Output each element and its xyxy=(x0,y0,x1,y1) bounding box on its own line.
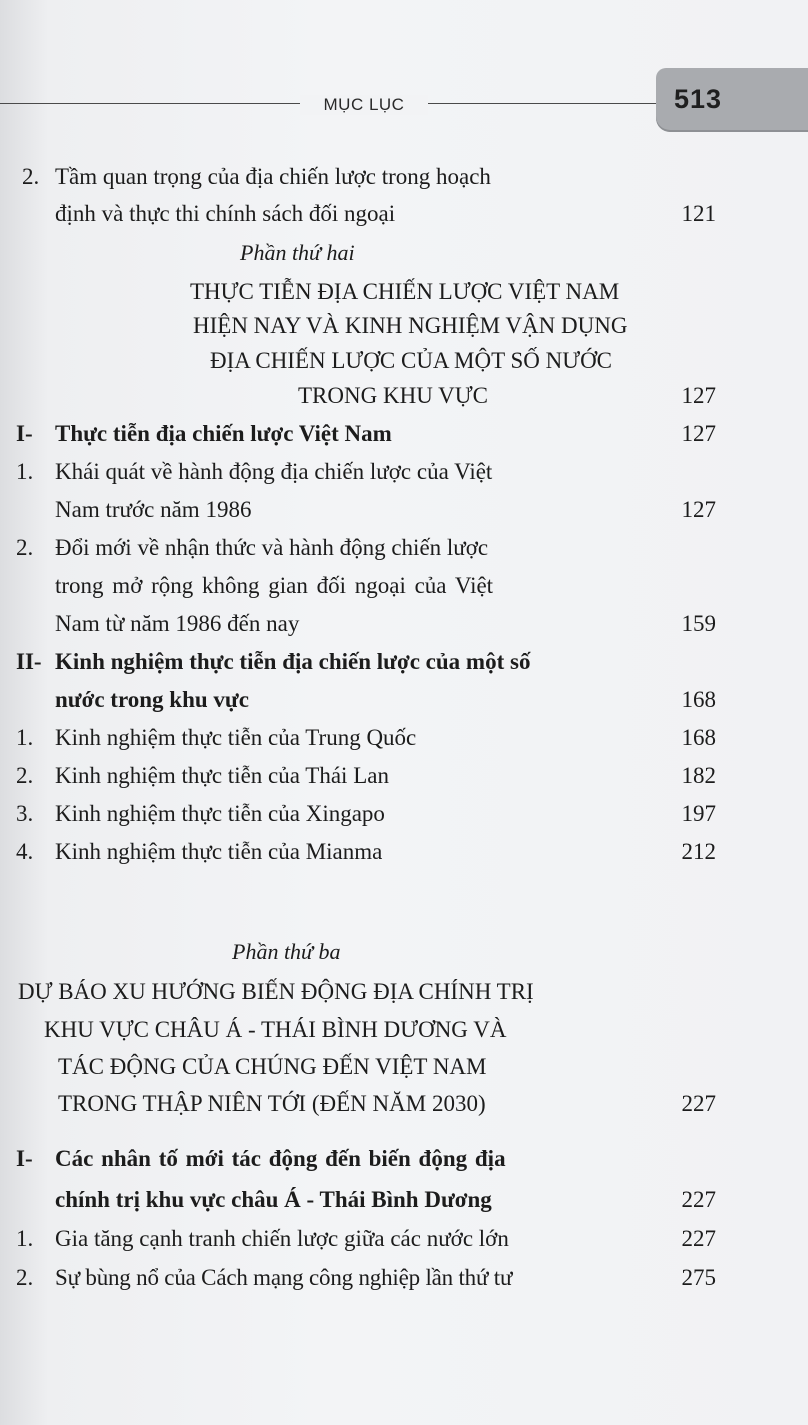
toc-entry-number: 1. xyxy=(16,725,34,750)
toc-entry xyxy=(0,604,808,644)
part-two-title-text: TRONG KHU VỰC xyxy=(298,383,488,408)
toc-entry xyxy=(0,1219,808,1259)
toc-entry-text: định và thực thi chính sách đối ngoại xyxy=(55,201,396,226)
toc-entry xyxy=(0,832,808,872)
toc-entry xyxy=(0,718,808,758)
part-three-heading xyxy=(0,932,808,972)
toc-entry xyxy=(0,452,808,492)
toc-section-text: Các nhân tố mới tác động đến biến động địa xyxy=(55,1146,506,1171)
page-number: 513 xyxy=(674,84,723,114)
toc-entry-text: trong mở rộng không gian đối ngoại của Việt xyxy=(55,573,494,598)
part-two-title-text: HIỆN NAY VÀ KINH NGHIỆM VẬN DỤNG xyxy=(193,313,628,338)
toc-entry-number: 1. xyxy=(16,459,34,484)
toc-entry-text: Tầm quan trọng của địa chiến lược trong hoạch xyxy=(55,164,491,189)
toc-entry-number: 1. xyxy=(16,1226,34,1251)
toc-section xyxy=(0,414,808,454)
toc-entry xyxy=(0,1258,808,1298)
toc-entry-page: 212 xyxy=(681,839,716,864)
part-three-title-line xyxy=(0,1047,808,1087)
toc-entry-page: 227 xyxy=(681,1187,716,1212)
toc-entry-number: 4. xyxy=(16,839,34,864)
toc-entry-number: 2. xyxy=(22,164,40,189)
part-three-title-line xyxy=(0,972,808,1012)
part-two-title-line xyxy=(0,306,808,346)
toc-section-number: I- xyxy=(16,1146,33,1171)
toc-entry xyxy=(0,528,808,568)
toc-entry-number: 2. xyxy=(16,535,34,560)
toc-entry-text: Nam từ năm 1986 đến nay xyxy=(55,611,300,636)
toc-entry-page: 168 xyxy=(681,725,716,750)
toc-entry-page: 197 xyxy=(681,801,716,826)
part-two-title-text: ĐỊA CHIẾN LƯỢC CỦA MỘT SỐ NƯỚC xyxy=(210,348,613,373)
toc-section-text: nước trong khu vực xyxy=(55,687,249,712)
toc-section-number: II- xyxy=(16,649,42,674)
part-three-title-text: TÁC ĐỘNG CỦA CHÚNG ĐẾN VIỆT NAM xyxy=(58,1054,487,1079)
toc-entry-text: Kinh nghiệm thực tiễn của Thái Lan xyxy=(55,763,389,788)
toc-entry-page: 127 xyxy=(681,497,716,522)
toc-entry-page: 182 xyxy=(681,763,716,788)
part-two-title-line xyxy=(0,341,808,381)
toc-entry xyxy=(0,794,808,834)
toc-entry-text: Đổi mới về nhận thức và hành động chiến lược xyxy=(55,535,489,560)
toc-entry-text: Khái quát về hành động địa chiến lược của Việt xyxy=(55,459,493,484)
toc-entry-number: 3. xyxy=(16,801,34,826)
toc-entry-page: 275 xyxy=(681,1265,716,1290)
part-two-heading-text: Phần thứ hai xyxy=(240,240,355,265)
toc-entry xyxy=(0,566,808,606)
part-two-heading xyxy=(0,233,808,273)
toc-section-number: I- xyxy=(16,421,33,446)
toc-entry-text: Gia tăng cạnh tranh chiến lược giữa các nước lớn xyxy=(55,1226,509,1251)
toc-section xyxy=(0,680,808,720)
toc-entry-page: 227 xyxy=(681,1091,716,1116)
part-three-title-text: KHU VỰC CHÂU Á - THÁI BÌNH DƯƠNG VÀ xyxy=(44,1017,507,1042)
toc-entry xyxy=(0,194,808,234)
toc-entry-text: Kinh nghiệm thực tiễn của Trung Quốc xyxy=(55,725,417,750)
toc-entry-page: 127 xyxy=(681,421,716,446)
toc-entry xyxy=(0,490,808,530)
toc-entry-text: Sự bùng nổ của Cách mạng công nghiệp lần thứ tư xyxy=(55,1265,513,1290)
toc-section-text: Kinh nghiệm thực tiễn địa chiến lược của một số xyxy=(55,649,531,674)
toc-entry-page: 127 xyxy=(681,383,716,408)
toc-entry-number: 2. xyxy=(16,763,34,788)
toc-entry-page: 227 xyxy=(681,1226,716,1251)
header-title: MỤC LỤC xyxy=(300,95,428,115)
toc-section-text: chính trị khu vực châu Á - Thái Bình Dương xyxy=(55,1187,492,1212)
toc-entry-text: Nam trước năm 1986 xyxy=(55,497,252,522)
toc-entry-page: 168 xyxy=(681,687,716,712)
toc-entry-text: Kinh nghiệm thực tiễn của Xingapo xyxy=(55,801,385,826)
part-three-title-text: TRONG THẬP NIÊN TỚI (ĐẾN NĂM 2030) xyxy=(58,1091,486,1116)
toc-entry-number: 2. xyxy=(16,1265,34,1290)
toc-section xyxy=(0,1180,808,1220)
part-three-title-text: DỰ BÁO XU HƯỚNG BIẾN ĐỘNG ĐỊA CHÍNH TRỊ xyxy=(18,979,534,1004)
toc-entry-text: Kinh nghiệm thực tiễn của Mianma xyxy=(55,839,383,864)
toc-section xyxy=(0,1139,808,1179)
toc-entry-page: 121 xyxy=(681,201,716,226)
toc-section xyxy=(0,642,808,682)
part-three-title-line xyxy=(0,1084,808,1124)
toc-entry xyxy=(0,157,808,197)
toc-entry xyxy=(0,756,808,796)
toc-section-text: Thực tiễn địa chiến lược Việt Nam xyxy=(55,421,392,446)
part-three-heading-text: Phần thứ ba xyxy=(232,939,341,964)
part-two-title-text: THỰC TIỄN ĐỊA CHIẾN LƯỢC VIỆT NAM xyxy=(190,279,620,304)
toc-entry-page: 159 xyxy=(681,611,716,636)
part-three-title-line xyxy=(0,1010,808,1050)
part-two-title-line xyxy=(0,376,808,416)
